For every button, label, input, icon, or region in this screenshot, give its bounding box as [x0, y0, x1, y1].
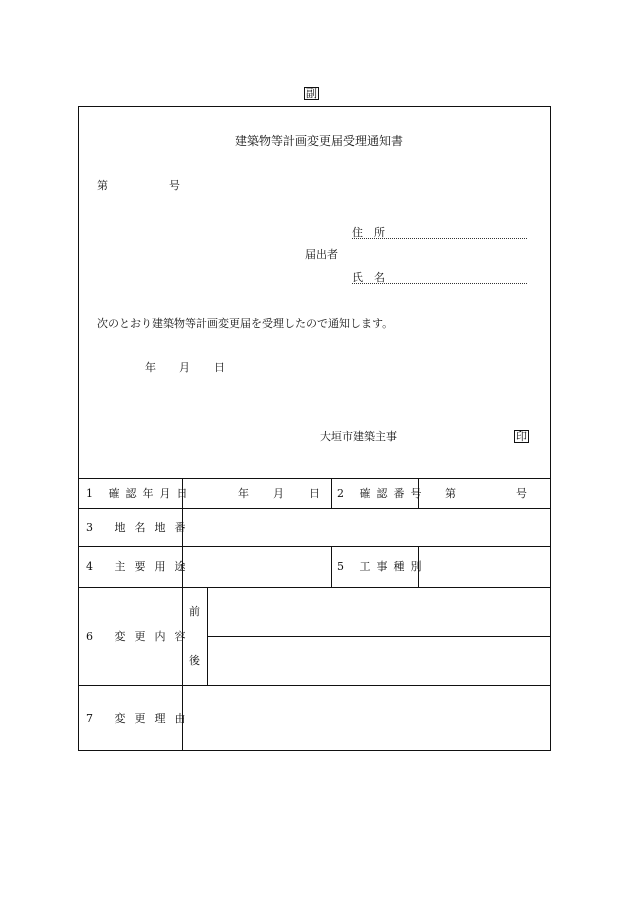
location-field[interactable] — [183, 509, 550, 545]
notice-text: 次のとおり建築物等計画変更届を受理したので通知します。 — [97, 317, 394, 330]
applicant-label: 届出者 — [305, 248, 338, 261]
label-confirmation-number: 2 確認番号 — [337, 487, 428, 500]
issuer-name: 大垣市建築主事 — [320, 430, 397, 443]
date-year: 年 — [145, 361, 156, 374]
main-use-field[interactable] — [183, 547, 330, 586]
change-after-label: 後 — [189, 654, 200, 667]
change-after-field[interactable] — [208, 637, 550, 684]
address-label: 住 所 — [352, 226, 385, 239]
confirmation-number-go: 号 — [516, 487, 527, 500]
label-work-type: 5 工事種別 — [337, 560, 428, 573]
work-type-field[interactable] — [419, 547, 550, 586]
name-field[interactable] — [352, 283, 527, 284]
confirmation-date-day: 日 — [309, 487, 320, 500]
number-dai: 第 — [97, 179, 108, 192]
confirmation-date-year: 年 — [238, 487, 249, 500]
confirmation-number-dai: 第 — [445, 487, 456, 500]
change-before-label: 前 — [189, 605, 200, 618]
table-top-border — [78, 478, 551, 479]
label-location: 3 地名地番 — [86, 521, 195, 534]
date-month: 月 — [179, 361, 190, 374]
table-column-divider — [331, 546, 332, 587]
table-column-divider — [331, 478, 332, 508]
name-label: 氏 名 — [352, 271, 385, 284]
copy-mark: 副 — [306, 87, 317, 100]
label-change-content: 6 変更内容 — [86, 630, 195, 643]
address-field[interactable] — [352, 238, 527, 239]
document-title: 建築物等計画変更届受理通知書 — [235, 134, 404, 148]
change-before-field[interactable] — [208, 588, 550, 635]
label-confirmation-date: 1 確認年月日 — [86, 487, 194, 500]
confirmation-date-month: 月 — [273, 487, 284, 500]
seal-mark: 印 — [516, 430, 527, 443]
label-main-use: 4 主要用途 — [86, 560, 195, 573]
date-day: 日 — [214, 361, 225, 374]
change-reason-field[interactable] — [183, 686, 550, 750]
label-change-reason: 7 変更理由 — [86, 712, 195, 725]
number-go: 号 — [169, 179, 180, 192]
